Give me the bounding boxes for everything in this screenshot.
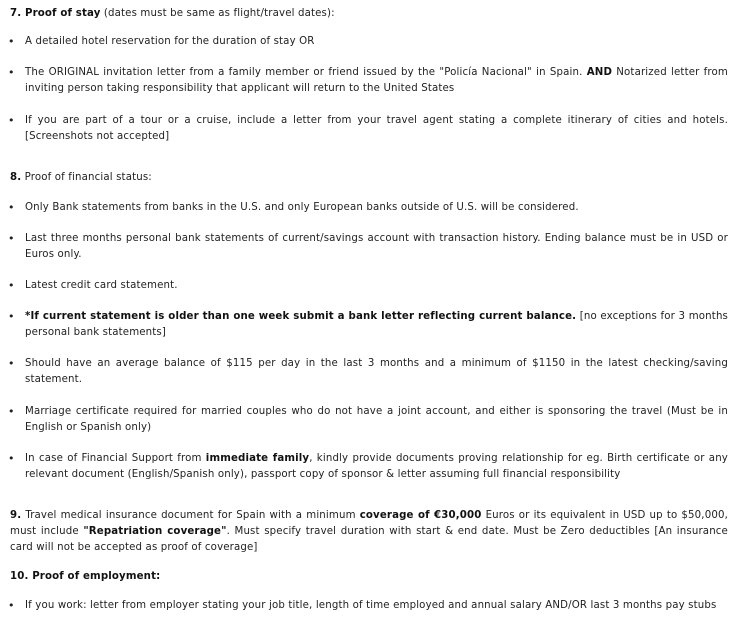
list-item: • Latest credit card statement. [25, 278, 728, 294]
section-9-number: 9. [10, 510, 22, 521]
list-item: • In case of Financial Support from immediate family, kindly provide documents proving relationship for eg. Birth certificate or any relevant document (English/Spanish only), passport copy of sponsor & letter assuming full financial responsibility [25, 451, 728, 483]
list-item: • If you work: letter from employer stating your job title, length of time employed and annual salary AND/OR last 3 months pay stubs [25, 598, 728, 614]
section-8-title: Proof of financial status: [21, 172, 152, 183]
list-item: • The ORIGINAL invitation letter from a family member or friend issued by the "Policía Nacional" in Spain. AND Notarized letter from inviting person taking responsibility that applicant will return to the United States [25, 65, 728, 97]
section-7-title: Proof of stay [24, 8, 101, 19]
section-7-number: 7. [10, 8, 25, 19]
section-10-title: 10. Proof of employment: [10, 571, 161, 582]
list-item: • If you are part of a tour or a cruise, include a letter from your travel agent stating a complete itinerary of cities and hotels. [Screenshots not accepted] [25, 113, 728, 145]
section-7-note: (dates must be same as flight/travel dates): [100, 8, 335, 19]
list-item: • A detailed hotel reservation for the duration of stay OR [25, 34, 728, 50]
section-10-heading [10, 569, 728, 585]
list-item: • Marriage certificate required for married couples who do not have a joint account, and either is sponsoring the travel (Must be in English or Spanish only) [25, 404, 728, 436]
section-8-number: 8. [10, 172, 22, 183]
section-9-paragraph: 9. Travel medical insurance document for Spain with a minimum coverage of €30,000 Euros or its equivalent in USD up to $50,000, must include "Repatriation coverage". Must specify travel duration with start & end date. Must be Zero deductibles [An insurance card will not be accepted as proof of coverage] [10, 510, 728, 553]
list-item: • Should have an average balance of $115 per day in the last 3 months and a minimum of $1150 in the latest checking/saving statement. [25, 356, 728, 388]
section-8-heading [10, 170, 728, 186]
section-7-heading [10, 6, 728, 22]
list-item: • Last three months personal bank statements of current/savings account with transaction history. Ending balance must be in USD or Euros only. [25, 231, 728, 263]
list-item: • Only Bank statements from banks in the U.S. and only European banks outside of U.S. will be considered. [25, 200, 728, 216]
list-item: • *If current statement is older than one week submit a bank letter reflecting current balance. [no exceptions for 3 months personal bank statements] [25, 309, 728, 341]
